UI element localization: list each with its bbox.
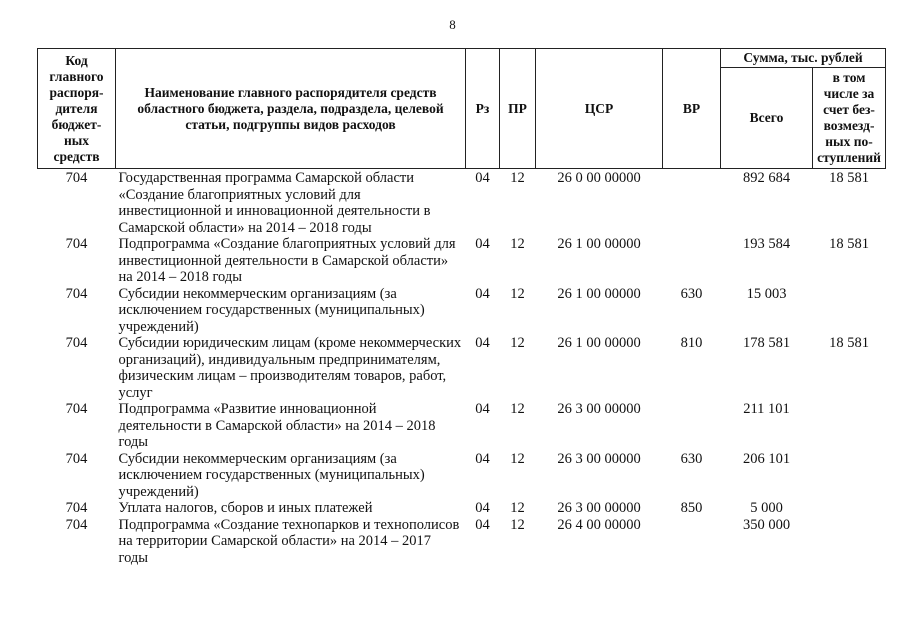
cell-name: Подпрограмма «Создание технопарков и технополисов на территории Самарской области» на 2014 – 2017 годы: [118, 516, 460, 566]
cell-total: 350 000: [742, 516, 791, 533]
header-sum: Сумма, тыс. рублей: [721, 49, 886, 68]
cell-csr: 26 1 00 00000: [557, 285, 641, 302]
cell-csr: 26 1 00 00000: [557, 236, 641, 252]
header-total: Всего: [721, 68, 813, 169]
cell-pr: 12: [510, 450, 525, 467]
cell-csr: 26 3 00 00000: [557, 500, 641, 516]
header-name: Наименование главного распорядителя средств областного бюджета, раздела, подраздела, целевой статьи, подгруппы видов расходов: [116, 49, 466, 169]
cell-vr: 810: [680, 335, 703, 351]
cell-rz: 04: [475, 285, 490, 302]
cell-vr: [663, 169, 721, 237]
cell-incl: [813, 401, 886, 451]
cell-pr: 12: [510, 516, 525, 533]
cell-name: Субсидии некоммерческим организациям (за исключением государственных (муниципальных) учреждений): [118, 450, 425, 500]
cell-total: 15 003: [746, 285, 787, 302]
table-row: [38, 517, 886, 567]
cell-name: Уплата налогов, сборов и иных платежей: [118, 500, 373, 516]
cell-vr: [663, 517, 721, 567]
cell-rz: 04: [475, 401, 490, 417]
budget-table: [37, 48, 886, 566]
cell-pr: 12: [510, 401, 525, 417]
cell-incl: [813, 500, 886, 517]
cell-code: 704: [65, 285, 88, 302]
header-rz: Рз: [466, 49, 500, 169]
table-row: [38, 236, 886, 286]
cell-code: 704: [65, 401, 88, 417]
cell-incl: 18 581: [829, 236, 869, 252]
cell-total: 211 101: [743, 401, 790, 417]
cell-vr: 850: [680, 500, 703, 516]
cell-name: Государственная программа Самарской области «Создание благоприятных условий для инвестиционной и инновационной деятельности в Самарской области» на 2014 – 2018 годы: [118, 170, 431, 236]
cell-rz: 04: [475, 170, 490, 186]
cell-code: 704: [65, 236, 88, 252]
cell-pr: 12: [510, 170, 525, 186]
cell-total: 193 584: [742, 236, 791, 252]
cell-csr: 26 4 00 00000: [557, 516, 641, 533]
cell-csr: 26 0 00 00000: [557, 170, 641, 186]
cell-name: Субсидии юридическим лицам (кроме некоммерческих организаций), индивидуальным предпринимателям, физическим лицам – производителям товаров, работ, услуг: [118, 335, 462, 401]
cell-code: 704: [65, 516, 88, 533]
table-row: [38, 500, 886, 517]
cell-code: 704: [65, 500, 88, 516]
cell-code: 704: [65, 170, 88, 186]
cell-name: Подпрограмма «Создание благоприятных условий для инвестиционной деятельности в Самарской области» на 2014 – 2018 годы: [118, 236, 456, 285]
cell-code: 704: [65, 450, 88, 467]
table-row: [38, 335, 886, 401]
cell-rz: 04: [475, 335, 490, 351]
cell-rz: 04: [475, 516, 490, 533]
cell-incl: 18 581: [829, 335, 869, 351]
cell-incl: [813, 451, 886, 501]
cell-pr: 12: [510, 236, 525, 252]
cell-vr: [663, 401, 721, 451]
header-csr: ЦСР: [536, 49, 663, 169]
cell-total: 178 581: [742, 335, 791, 351]
cell-pr: 12: [510, 335, 525, 351]
table-row: [38, 286, 886, 336]
cell-vr: [663, 236, 721, 286]
cell-rz: 04: [475, 236, 490, 252]
cell-csr: 26 3 00 00000: [557, 450, 641, 467]
cell-csr: 26 3 00 00000: [557, 401, 641, 417]
cell-total: 206 101: [742, 450, 791, 467]
cell-code: 704: [65, 335, 88, 351]
cell-total: 5 000: [750, 500, 783, 516]
cell-csr: 26 1 00 00000: [557, 335, 641, 351]
cell-vr: 630: [680, 285, 703, 302]
table-row: [38, 451, 886, 501]
table-row: [38, 169, 886, 237]
cell-total: 892 684: [742, 170, 791, 186]
cell-incl: 18 581: [829, 170, 869, 186]
header-incl: в том числе за счет без-возмезд-ных по-ступлений: [813, 68, 886, 169]
cell-vr: 630: [680, 450, 703, 467]
header-code: Код главного распоря-дителя бюджет-ных средств: [38, 49, 116, 169]
table-row: [38, 401, 886, 451]
cell-name: Субсидии некоммерческим организациям (за исключением государственных (муниципальных) учреждений): [118, 285, 425, 335]
cell-rz: 04: [475, 500, 490, 516]
page-number: 8: [449, 17, 456, 32]
cell-incl: [813, 517, 886, 567]
cell-pr: 12: [510, 285, 525, 302]
cell-rz: 04: [475, 450, 490, 467]
header-vr: ВР: [663, 49, 721, 169]
cell-name: Подпрограмма «Развитие инновационной деятельности в Самарской области» на 2014 – 2018 годы: [118, 401, 436, 450]
header-pr: ПР: [500, 49, 536, 169]
cell-pr: 12: [510, 500, 525, 516]
cell-incl: [813, 286, 886, 336]
